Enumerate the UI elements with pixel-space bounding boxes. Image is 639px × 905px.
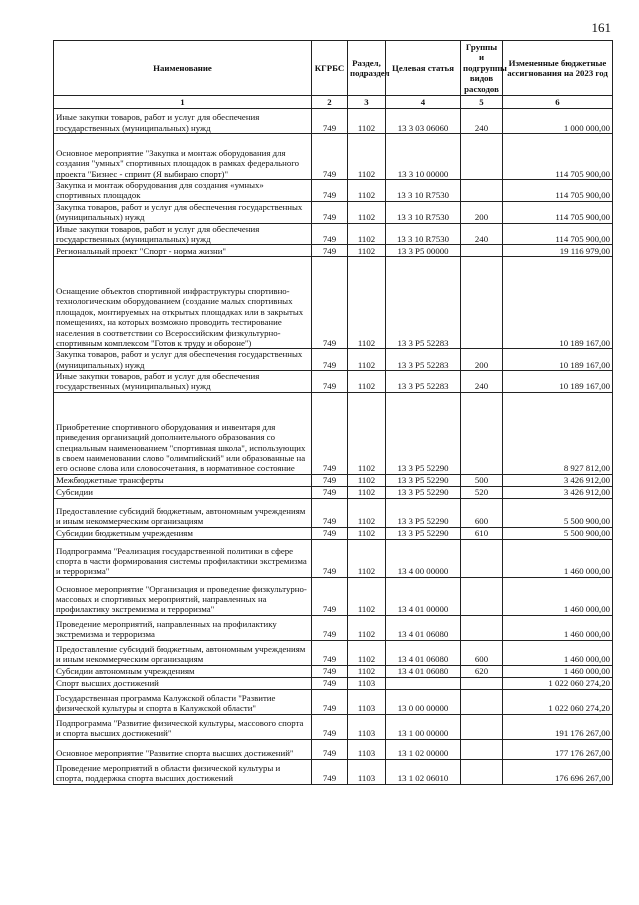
row-section: 1102 xyxy=(348,527,386,539)
row-section: 1102 xyxy=(348,474,386,486)
row-name: Основное мероприятие "Организация и проведение физкультурно-массовых и спортивных мероприятий, направленных на профилактику экстремизма и терроризма" xyxy=(54,577,312,615)
row-expense-group: 600 xyxy=(461,498,503,527)
table-row xyxy=(54,223,613,245)
row-section: 1103 xyxy=(348,689,386,714)
table-row xyxy=(54,349,613,371)
row-amount: 10 189 167,00 xyxy=(503,371,613,393)
table-row xyxy=(54,739,613,759)
row-name: Проведение мероприятий в области физической культуры и спорта, поддержка спорта высших достижений xyxy=(54,759,312,784)
row-section: 1103 xyxy=(348,739,386,759)
row-target-article: 13 3 10 00000 xyxy=(386,134,461,180)
table-row xyxy=(54,677,613,689)
header-name: Наименование xyxy=(54,41,312,96)
row-expense-group xyxy=(461,257,503,349)
row-expense-group xyxy=(461,677,503,689)
header-kgrbs: КГРБС xyxy=(312,41,348,96)
table-row xyxy=(54,486,613,498)
row-target-article: 13 3 P5 00000 xyxy=(386,245,461,257)
row-kgrbs: 749 xyxy=(312,245,348,257)
row-section: 1102 xyxy=(348,180,386,202)
row-kgrbs: 749 xyxy=(312,539,348,577)
row-section: 1102 xyxy=(348,257,386,349)
row-target-article: 13 3 P5 52290 xyxy=(386,486,461,498)
table-row xyxy=(54,640,613,665)
column-number: 2 xyxy=(312,96,348,109)
row-section: 1102 xyxy=(348,201,386,223)
row-amount: 114 705 900,00 xyxy=(503,134,613,180)
row-target-article: 13 4 01 06080 xyxy=(386,665,461,677)
row-name: Региональный проект "Спорт - норма жизни" xyxy=(54,245,312,257)
row-section: 1102 xyxy=(348,665,386,677)
table-row xyxy=(54,539,613,577)
row-target-article: 13 4 00 00000 xyxy=(386,539,461,577)
row-kgrbs: 749 xyxy=(312,739,348,759)
row-expense-group: 240 xyxy=(461,223,503,245)
budget-table xyxy=(53,40,613,785)
row-target-article: 13 3 10 R7530 xyxy=(386,180,461,202)
row-expense-group xyxy=(461,180,503,202)
column-number: 5 xyxy=(461,96,503,109)
row-expense-group xyxy=(461,759,503,784)
table-row xyxy=(54,665,613,677)
table-row xyxy=(54,371,613,393)
column-number: 4 xyxy=(386,96,461,109)
header-amount: Измененные бюджетные ассигнования на 2023 год xyxy=(503,41,613,96)
row-kgrbs: 749 xyxy=(312,640,348,665)
row-amount: 1 022 060 274,20 xyxy=(503,677,613,689)
row-target-article: 13 4 01 06080 xyxy=(386,615,461,640)
row-expense-group: 600 xyxy=(461,640,503,665)
table-row xyxy=(54,498,613,527)
row-name: Субсидии автономным учреждениям xyxy=(54,665,312,677)
row-expense-group: 620 xyxy=(461,665,503,677)
table-row xyxy=(54,201,613,223)
row-name: Оснащение объектов спортивной инфраструктуры спортивно-технологическим оборудованием (создание малых спортивных площадок, монтируемых на открытых площадках или в закрытых помещениях, на которых возможно проводить тестирование населения в соответствии со Всероссийским физкультурно-спортивным комплексом "Готов к труду и обороне") xyxy=(54,257,312,349)
row-expense-group: 500 xyxy=(461,474,503,486)
row-section: 1102 xyxy=(348,392,386,474)
header-groups: Группы и подгруппы видов расходов xyxy=(461,41,503,96)
table-row xyxy=(54,180,613,202)
table-row xyxy=(54,392,613,474)
row-kgrbs: 749 xyxy=(312,474,348,486)
row-section: 1102 xyxy=(348,245,386,257)
row-kgrbs: 749 xyxy=(312,134,348,180)
row-name: Субсидии xyxy=(54,486,312,498)
row-name: Основное мероприятие "Развитие спорта высших достижений" xyxy=(54,739,312,759)
row-amount: 1 460 000,00 xyxy=(503,615,613,640)
row-expense-group: 200 xyxy=(461,349,503,371)
header-target: Целевая статья xyxy=(386,41,461,96)
row-kgrbs: 749 xyxy=(312,109,348,134)
row-target-article: 13 0 00 00000 xyxy=(386,689,461,714)
row-name: Основное мероприятие "Закупка и монтаж оборудования для создания "умных" спортивных площадок в рамках федерального проекта "Бизнес - спринт (Я выбираю спорт)" xyxy=(54,134,312,180)
table-row xyxy=(54,109,613,134)
row-target-article: 13 3 03 06060 xyxy=(386,109,461,134)
row-section: 1102 xyxy=(348,577,386,615)
row-kgrbs: 749 xyxy=(312,759,348,784)
row-target-article xyxy=(386,677,461,689)
row-target-article: 13 3 P5 52290 xyxy=(386,498,461,527)
row-section: 1102 xyxy=(348,134,386,180)
row-amount: 114 705 900,00 xyxy=(503,223,613,245)
row-name: Предоставление субсидий бюджетным, автономным учреждениям и иным некоммерческим организациям xyxy=(54,498,312,527)
column-number: 1 xyxy=(54,96,312,109)
row-section: 1102 xyxy=(348,109,386,134)
row-section: 1103 xyxy=(348,714,386,739)
row-section: 1103 xyxy=(348,677,386,689)
header-section: Раздел, подраздел xyxy=(348,41,386,96)
row-expense-group: 240 xyxy=(461,371,503,393)
table-row xyxy=(54,474,613,486)
row-name: Иные закупки товаров, работ и услуг для обеспечения государственных (муниципальных) нужд xyxy=(54,109,312,134)
row-kgrbs: 749 xyxy=(312,257,348,349)
row-target-article: 13 3 10 R7530 xyxy=(386,223,461,245)
row-section: 1102 xyxy=(348,498,386,527)
row-name: Субсидии бюджетным учреждениям xyxy=(54,527,312,539)
row-target-article: 13 1 00 00000 xyxy=(386,714,461,739)
row-expense-group xyxy=(461,689,503,714)
row-expense-group: 200 xyxy=(461,201,503,223)
table-row xyxy=(54,689,613,714)
row-kgrbs: 749 xyxy=(312,677,348,689)
row-expense-group xyxy=(461,245,503,257)
table-row xyxy=(54,245,613,257)
row-section: 1102 xyxy=(348,223,386,245)
row-name: Приобретение спортивного оборудования и инвентаря для приведения организаций дополнительного образования со специальным наименованием "спортивная школа", использующих в своем наименовании слово "олимпийский" или образованные на его основе слова или словосочетания, в нормативное состояние xyxy=(54,392,312,474)
row-section: 1102 xyxy=(348,640,386,665)
table-row xyxy=(54,257,613,349)
row-kgrbs: 749 xyxy=(312,498,348,527)
row-target-article: 13 3 P5 52283 xyxy=(386,371,461,393)
row-amount: 3 426 912,00 xyxy=(503,486,613,498)
row-name: Закупка товаров, работ и услуг для обеспечения государственных (муниципальных) нужд xyxy=(54,349,312,371)
row-section: 1102 xyxy=(348,615,386,640)
row-expense-group xyxy=(461,615,503,640)
row-kgrbs: 749 xyxy=(312,665,348,677)
row-amount: 19 116 979,00 xyxy=(503,245,613,257)
row-name: Закупка и монтаж оборудования для создания «умных» спортивных площадок xyxy=(54,180,312,202)
table-row xyxy=(54,615,613,640)
row-expense-group: 610 xyxy=(461,527,503,539)
row-target-article: 13 3 P5 52283 xyxy=(386,257,461,349)
table-row xyxy=(54,714,613,739)
row-amount: 114 705 900,00 xyxy=(503,201,613,223)
table-row xyxy=(54,134,613,180)
row-expense-group: 240 xyxy=(461,109,503,134)
column-number: 3 xyxy=(348,96,386,109)
row-kgrbs: 749 xyxy=(312,615,348,640)
row-name: Иные закупки товаров, работ и услуг для обеспечения государственных (муниципальных) нужд xyxy=(54,223,312,245)
row-amount: 5 500 900,00 xyxy=(503,498,613,527)
row-name: Межбюджетные трансферты xyxy=(54,474,312,486)
row-amount: 5 500 900,00 xyxy=(503,527,613,539)
row-expense-group: 520 xyxy=(461,486,503,498)
row-name: Проведение мероприятий, направленных на профилактику экстремизма и терроризма xyxy=(54,615,312,640)
row-target-article: 13 3 P5 52290 xyxy=(386,392,461,474)
row-amount: 1 460 000,00 xyxy=(503,665,613,677)
row-kgrbs: 749 xyxy=(312,349,348,371)
row-target-article: 13 4 01 00000 xyxy=(386,577,461,615)
row-section: 1102 xyxy=(348,349,386,371)
row-amount: 1 000 000,00 xyxy=(503,109,613,134)
row-amount: 177 176 267,00 xyxy=(503,739,613,759)
column-number: 6 xyxy=(503,96,613,109)
row-target-article: 13 3 P5 52290 xyxy=(386,527,461,539)
row-target-article: 13 3 P5 52290 xyxy=(386,474,461,486)
header-row xyxy=(54,41,613,96)
row-expense-group xyxy=(461,539,503,577)
table-row xyxy=(54,527,613,539)
row-name: Закупка товаров, работ и услуг для обеспечения государственных (муниципальных) нужд xyxy=(54,201,312,223)
row-kgrbs: 749 xyxy=(312,223,348,245)
row-target-article: 13 1 02 06010 xyxy=(386,759,461,784)
row-name: Предоставление субсидий бюджетным, автономным учреждениям и иным некоммерческим организациям xyxy=(54,640,312,665)
row-amount: 8 927 812,00 xyxy=(503,392,613,474)
row-kgrbs: 749 xyxy=(312,527,348,539)
row-target-article: 13 3 10 R7530 xyxy=(386,201,461,223)
row-expense-group xyxy=(461,392,503,474)
row-kgrbs: 749 xyxy=(312,689,348,714)
row-kgrbs: 749 xyxy=(312,486,348,498)
row-name: Подпрограмма "Развитие физической культуры, массового спорта и спорта высших достижений" xyxy=(54,714,312,739)
table-row xyxy=(54,759,613,784)
row-amount: 1 460 000,00 xyxy=(503,539,613,577)
row-kgrbs: 749 xyxy=(312,371,348,393)
row-target-article: 13 1 02 00000 xyxy=(386,739,461,759)
row-name: Подпрограмма "Реализация государственной политики в сфере спорта в части формирования системы профилактики экстремизма и терроризма" xyxy=(54,539,312,577)
row-amount: 10 189 167,00 xyxy=(503,349,613,371)
table-row xyxy=(54,577,613,615)
row-expense-group xyxy=(461,739,503,759)
row-amount: 1 022 060 274,20 xyxy=(503,689,613,714)
row-expense-group xyxy=(461,134,503,180)
row-amount: 3 426 912,00 xyxy=(503,474,613,486)
row-amount: 1 460 000,00 xyxy=(503,640,613,665)
row-kgrbs: 749 xyxy=(312,392,348,474)
row-section: 1102 xyxy=(348,486,386,498)
row-section: 1102 xyxy=(348,371,386,393)
row-target-article: 13 4 01 06080 xyxy=(386,640,461,665)
row-kgrbs: 749 xyxy=(312,714,348,739)
row-expense-group xyxy=(461,714,503,739)
row-amount: 176 696 267,00 xyxy=(503,759,613,784)
row-section: 1103 xyxy=(348,759,386,784)
row-expense-group xyxy=(461,577,503,615)
row-name: Спорт высших достижений xyxy=(54,677,312,689)
row-kgrbs: 749 xyxy=(312,577,348,615)
row-kgrbs: 749 xyxy=(312,180,348,202)
row-amount: 114 705 900,00 xyxy=(503,180,613,202)
row-amount: 10 189 167,00 xyxy=(503,257,613,349)
row-amount: 191 176 267,00 xyxy=(503,714,613,739)
row-name: Государственная программа Калужской области "Развитие физической культуры и спорта в Калужской области" xyxy=(54,689,312,714)
row-kgrbs: 749 xyxy=(312,201,348,223)
row-target-article: 13 3 P5 52283 xyxy=(386,349,461,371)
row-amount: 1 460 000,00 xyxy=(503,577,613,615)
column-number-row xyxy=(54,96,613,109)
row-section: 1102 xyxy=(348,539,386,577)
row-name: Иные закупки товаров, работ и услуг для обеспечения государственных (муниципальных) нужд xyxy=(54,371,312,393)
page-number: 161 xyxy=(591,20,611,35)
